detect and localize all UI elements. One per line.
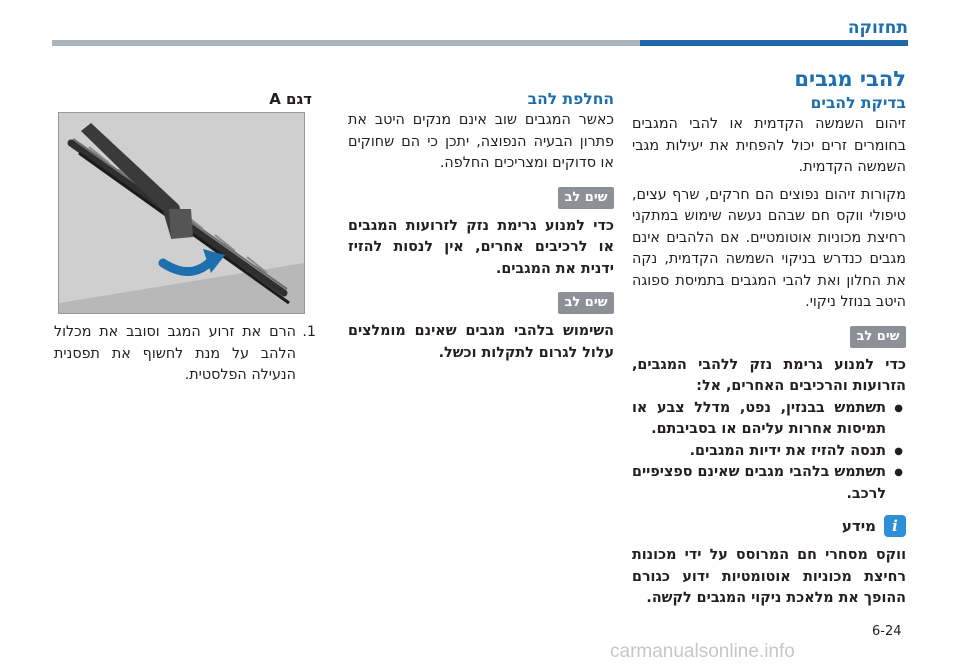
step-text: הרם את זרוע המגב וסובב את מכלול הלהב על מנת לחשוף את תפסנית הנעילה הפלסטית.	[54, 324, 296, 383]
caution-lead: כדי למנוע גרימת נזק ללהבי המגבים, הזרועות והרכיבים האחרים, אל:	[632, 356, 906, 394]
list-item: ● תנסה להזיז את ידיות המגבים.	[632, 441, 906, 463]
caution-badge: שים לב	[558, 292, 614, 314]
page-number: 6-24	[872, 624, 902, 639]
heading-wiper-blades: להבי מגבים	[794, 67, 906, 91]
heading-blade-replacement: החלפת להב	[527, 90, 614, 108]
caution-bullet-list	[632, 398, 906, 506]
info-paragraph: ווקס מסחרי חם המרוסס על ידי מכונות רחיצת מכוניות אוטומטיות ידוע כגורם ההופך את מלאכת ניקוי המגבים לקשה.	[632, 547, 906, 606]
info-title: מידע	[841, 517, 876, 535]
step-number: 1.	[302, 324, 316, 340]
paragraph-contamination-sources: מקורות זיהום נפוצים הם חרקים, שרף עצים, טיפולי ווקס חם שבהם נעשה שימוש במתקני רחיצת מכוניות אוטומטיים. אם הלהבים אינם מגבים כנדרש בניקוי השמשה הקדמית, נקה את החלון ואת להבי המגבים בתמיסת ספוגה היטב בנוזל ניקוי.	[632, 186, 906, 310]
info-icon: i	[884, 515, 906, 537]
caution-badge: שים לב	[850, 326, 906, 348]
section-title: תחזוקה	[847, 18, 908, 38]
list-item: ● תשתמש בלהבי מגבים שאינם ספציפיים לרכב.	[632, 462, 906, 505]
figure-label: דגם A	[269, 90, 312, 108]
middle-column	[348, 88, 614, 364]
step-1	[54, 322, 316, 387]
wiper-illustration-svg	[59, 113, 304, 313]
paragraph-replacement: כאשר המגבים שוב אינם מנקים היטב את פתרון הבעיה הנפוצה, יתכן כי הם שחוקים או סדוקים ומצריכים החלפה.	[348, 112, 614, 171]
header-accent-rule	[640, 40, 908, 46]
right-column	[632, 66, 906, 610]
caution-badge: שים לב	[558, 187, 614, 209]
list-item: ● תשתמש בבנזין, נפט, מדלל צבע או תמיסות אחרות עליהם או בסביבתם.	[632, 398, 906, 441]
paragraph-contamination: זיהום השמשה הקדמית או להבי המגבים בחומרים זרים יכול להפחית את יעילות מגבי השמשה הקדמית.	[632, 116, 906, 175]
info-heading	[632, 515, 906, 539]
caution-do-not-move-arms: כדי למנוע גרימת נזק לזרועות המגבים או לרכיבים אחרים, אין לנסות להזיז ידנית את המגבים.	[348, 217, 614, 277]
caution-non-recommended-blades: השימוש בלהבי מגבים שאינם מומלצים עלול לגרום לתקלות וכשל.	[348, 323, 614, 361]
wiper-arm-illustration	[58, 112, 305, 314]
site-watermark: carmanualsonline.info	[610, 641, 795, 662]
subheading-blade-inspection: בדיקת להבים	[810, 94, 906, 112]
